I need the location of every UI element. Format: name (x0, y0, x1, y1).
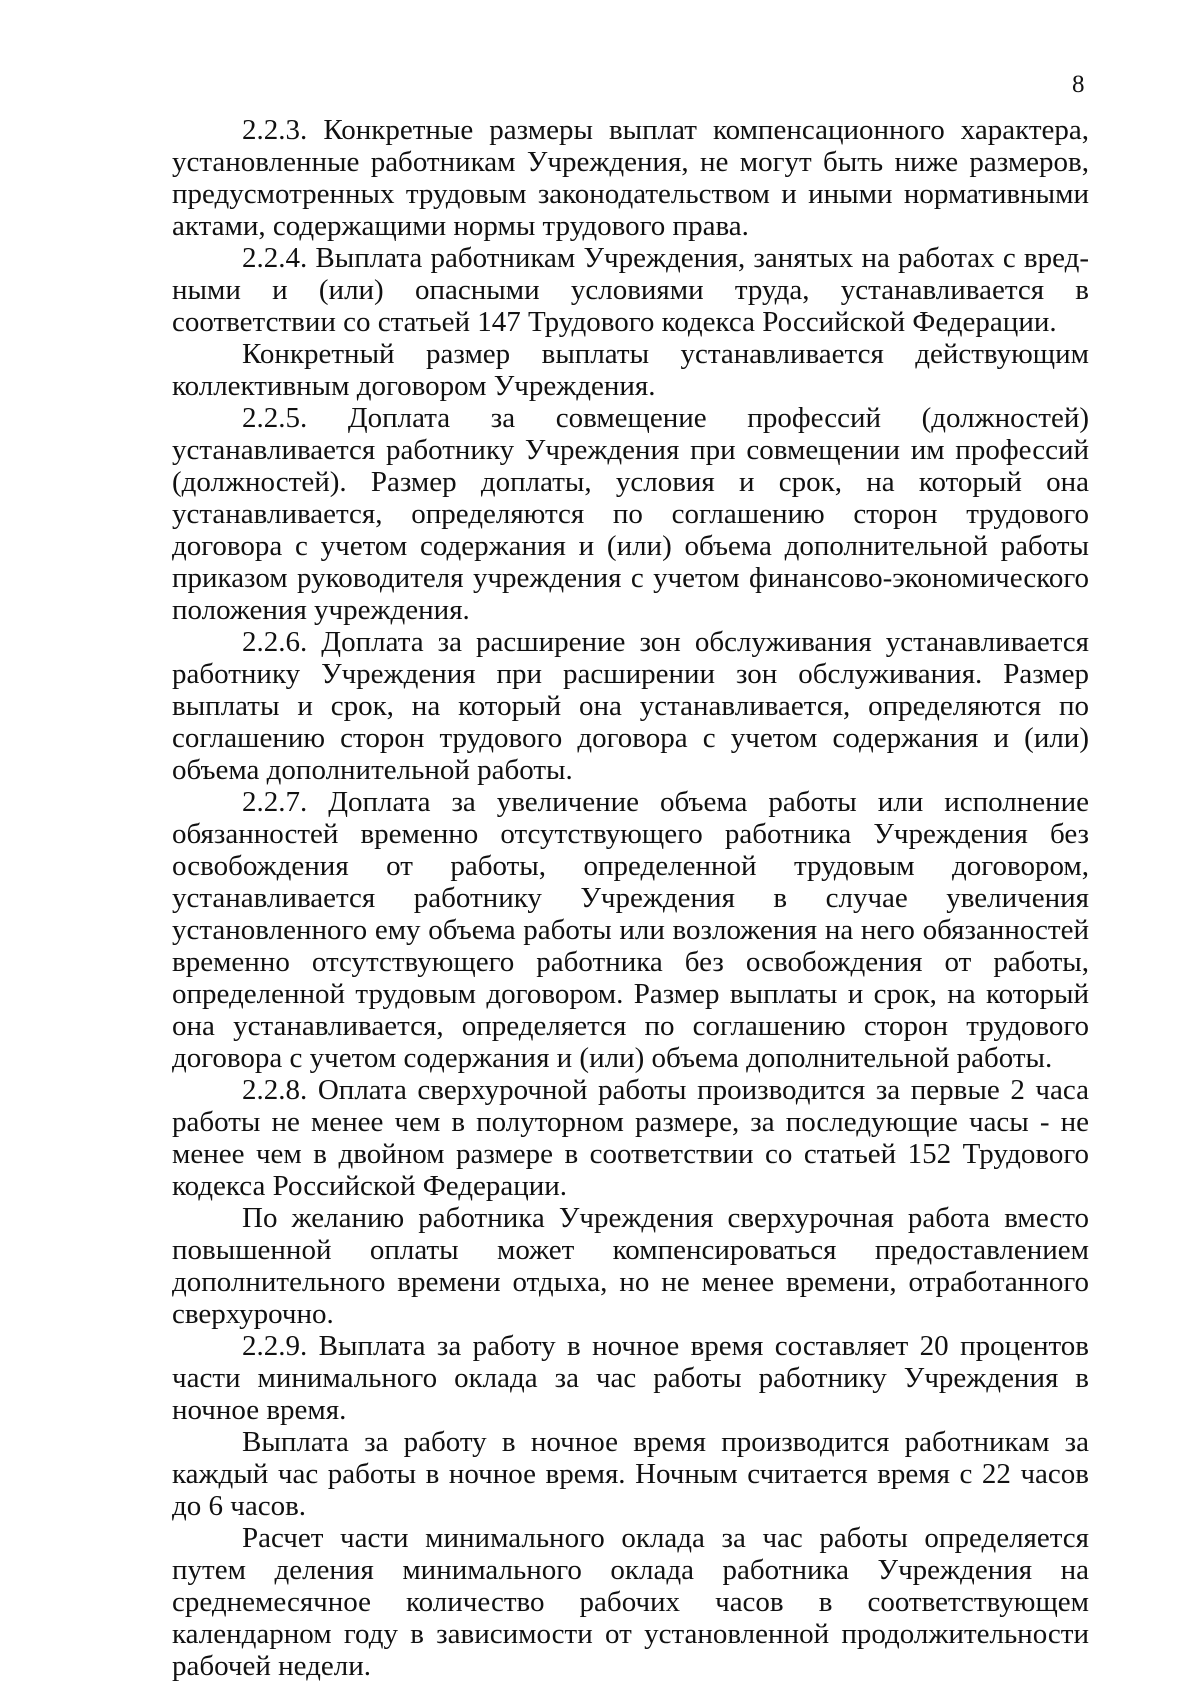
paragraph-hourly-calculation: Расчет части минимального оклада за час работы определяется путем деления минимального оклада работника Учреждения на среднемесячное количество рабочих часов в соответствующем календарном году в зависимости от установленной продолжительности рабочей недели. (172, 1522, 1089, 1682)
paragraph-2-2-3: 2.2.3. Конкретные размеры выплат компенсационного характера, установленные работникам Учреждения, не могут быть ниже размеров, предусмотренных трудовым законодательством и иными нормативными актами, содержащими нормы трудового права. (172, 114, 1089, 242)
paragraph-2-2-9: 2.2.9. Выплата за работу в ночное время составляет 20 процентов части минимального оклада за час работы работнику Учреждения в ночное время. (172, 1330, 1089, 1426)
paragraph-2-2-5: 2.2.5. Доплата за совмещение профессий (должностей) устанавливается работнику Учреждения при совмещении им профессий (должностей). Размер доплаты, условия и срок, на который она устанавливается, определяются по соглашению сторон трудового договора с учетом содержания и (или) объема дополнительной работы приказом руководителя учреждения с учетом финансово-экономического положения учреждения. (172, 402, 1089, 626)
paragraph-2-2-8: 2.2.8. Оплата сверхурочной работы производится за первые 2 часа работы не менее чем в полуторном размере, за последующие часы - не менее чем в двойном размере в соответствии со статьей 152 Трудового кодекса Российской Федерации. (172, 1074, 1089, 1202)
page-number: 8 (1072, 71, 1085, 98)
paragraph-collective-agreement: Конкретный размер выплаты устанавливается действующим коллективным договором Учреждения. (172, 338, 1089, 402)
paragraph-overtime-rest: По желанию работника Учреждения сверхурочная работа вместо повышенной оплаты может компенсироваться предоставлением дополнительного времени отдыха, но не менее времени, отработанного сверхурочно. (172, 1202, 1089, 1330)
paragraph-2-2-7: 2.2.7. Доплата за увеличение объема работы или исполнение обязанностей временно отсутствующего работника Учреждения без освобождения от работы, определенной трудовым договором, устанавливается работнику Учреждения в случае увеличения установленного ему объема работы или возложения на него обязанностей временно отсутствующего работника без освобождения от работы, определенной трудовым договором. Размер выплаты и срок, на который она устанавливается, определяется по соглашению сторон трудового договора с учетом содержания и (или) объема дополнительной работы. (172, 786, 1089, 1074)
document-body (172, 114, 1089, 1682)
paragraph-2-2-6: 2.2.6. Доплата за расширение зон обслуживания устанавливается работнику Учреждения при расширении зон обслуживания. Размер выплаты и срок, на который она устанавливается, определяются по соглашению сторон трудового договора с учетом содержания и (или) объема дополнительной работы. (172, 626, 1089, 786)
paragraph-night-time: Выплата за работу в ночное время производится работникам за каждый час работы в ночное время. Ночным считается время с 22 часов до 6 часов. (172, 1426, 1089, 1522)
paragraph-2-2-4: 2.2.4. Выплата работникам Учреждения, занятых на работах с вредными и (или) опасными условиями труда, устанавливается в соответствии со статьей 147 Трудового кодекса Российской Федерации. (172, 242, 1089, 338)
